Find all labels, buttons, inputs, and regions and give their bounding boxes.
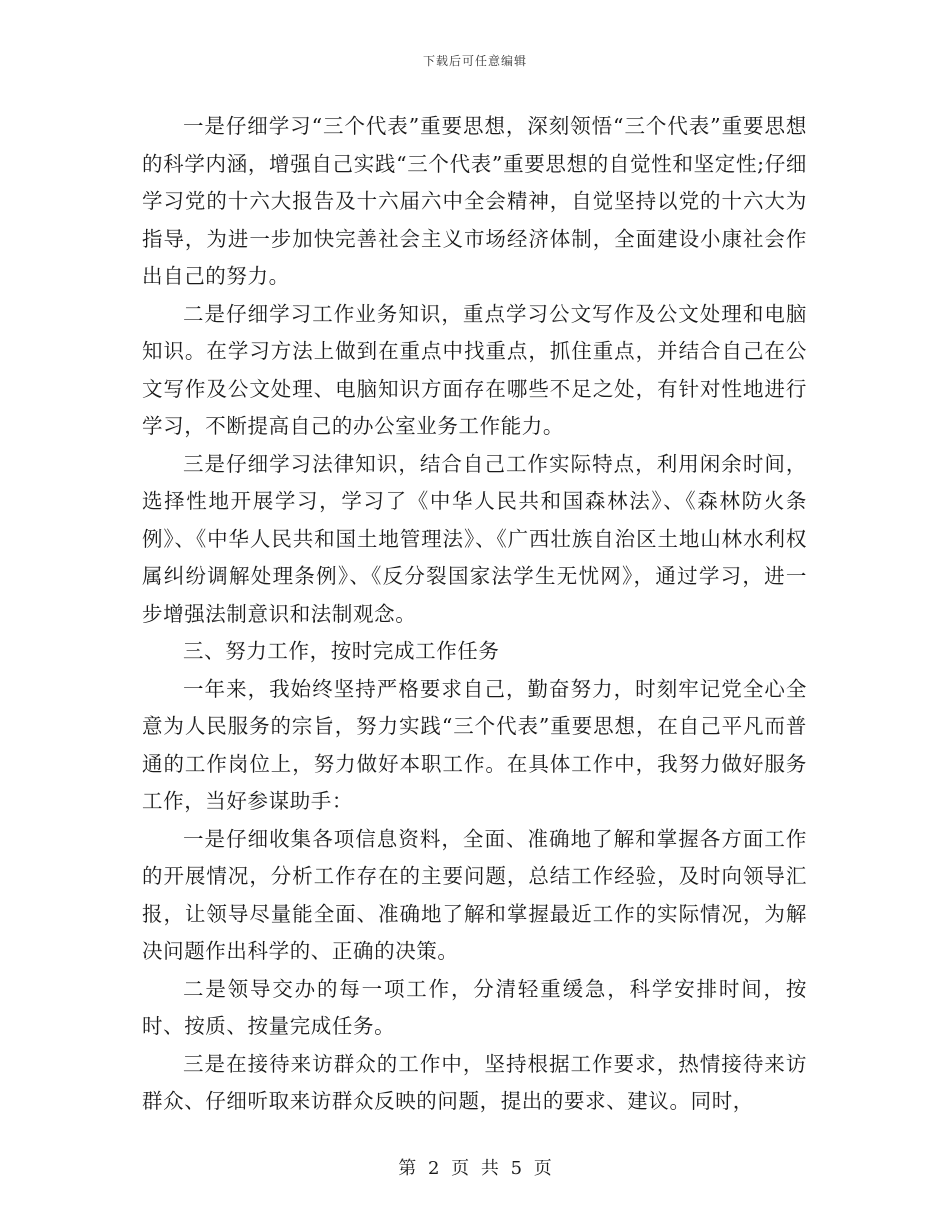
section-heading-work: 三、努力工作，按时完成工作任务 — [183, 639, 500, 663]
paragraph-study-three-represents: 一是仔细学习“三个代表”重要思想，深刻领悟“三个代表”重要思想的科学内涵，增强自己实践“三个代表”重要思想的自觉性和坚定性;仔细学习党的十六大报告及十六届六中全会精神，自觉坚持以党的十六大为指导，为进一步加快完善社会主义市场经济体制，全面建设小康社会作出自己的努力。 — [142, 114, 807, 288]
paragraph-year-review: 一年来，我始终坚持严格要求自己，勤奋努力，时刻牢记党全心全意为人民服务的宗旨，努力实践“三个代表”重要思想，在自己平凡而普通的工作岗位上，努力做好本职工作。在具体工作中，我努力做好服务工作，当好参谋助手： — [142, 676, 807, 813]
paragraph-study-law: 三是仔细学习法律知识，结合自己工作实际特点，利用闲余时间，选择性地开展学习，学习了《中华人民共和国森林法》、《森林防火条例》、《中华人民共和国土地管理法》、《广西壮族自治区土地山林水利权属纠纷调解处理条例》、《反分裂国家法学生无忧网》，通过学习，进一步增强法制意识和法制观念。 — [142, 451, 807, 626]
page-header: 下载后可任意编辑 — [422, 54, 527, 68]
paragraph-receive-visitors: 三是在接待来访群众的工作中，坚持根据工作要求，热情接待来访群众、仔细听取来访群众反映的问题，提出的要求、建议。同时， — [142, 1051, 807, 1113]
paragraph-study-business-knowledge: 二是仔细学习工作业务知识，重点学习公文写作及公文处理和电脑知识。在学习方法上做到在重点中找重点，抓住重点，并结合自己在公文写作及公文处理、电脑知识方面存在哪些不足之处，有针对性地进行学习，不断提高自己的办公室业务工作能力。 — [142, 301, 807, 438]
paragraph-assigned-tasks: 二是领导交办的每一项工作，分清轻重缓急，科学安排时间，按时、按质、按量完成任务。 — [142, 976, 807, 1038]
document-body — [142, 108, 807, 1121]
paragraph-collect-information: 一是仔细收集各项信息资料，全面、准确地了解和掌握各方面工作的开展情况，分析工作存在的主要问题，总结工作经验，及时向领导汇报，让领导尽量能全面、准确地了解和掌握最近工作的实际情况，为解决问题作出科学的、正确的决策。 — [142, 826, 807, 963]
page-number: 第 2 页 共 5 页 — [398, 1158, 552, 1179]
